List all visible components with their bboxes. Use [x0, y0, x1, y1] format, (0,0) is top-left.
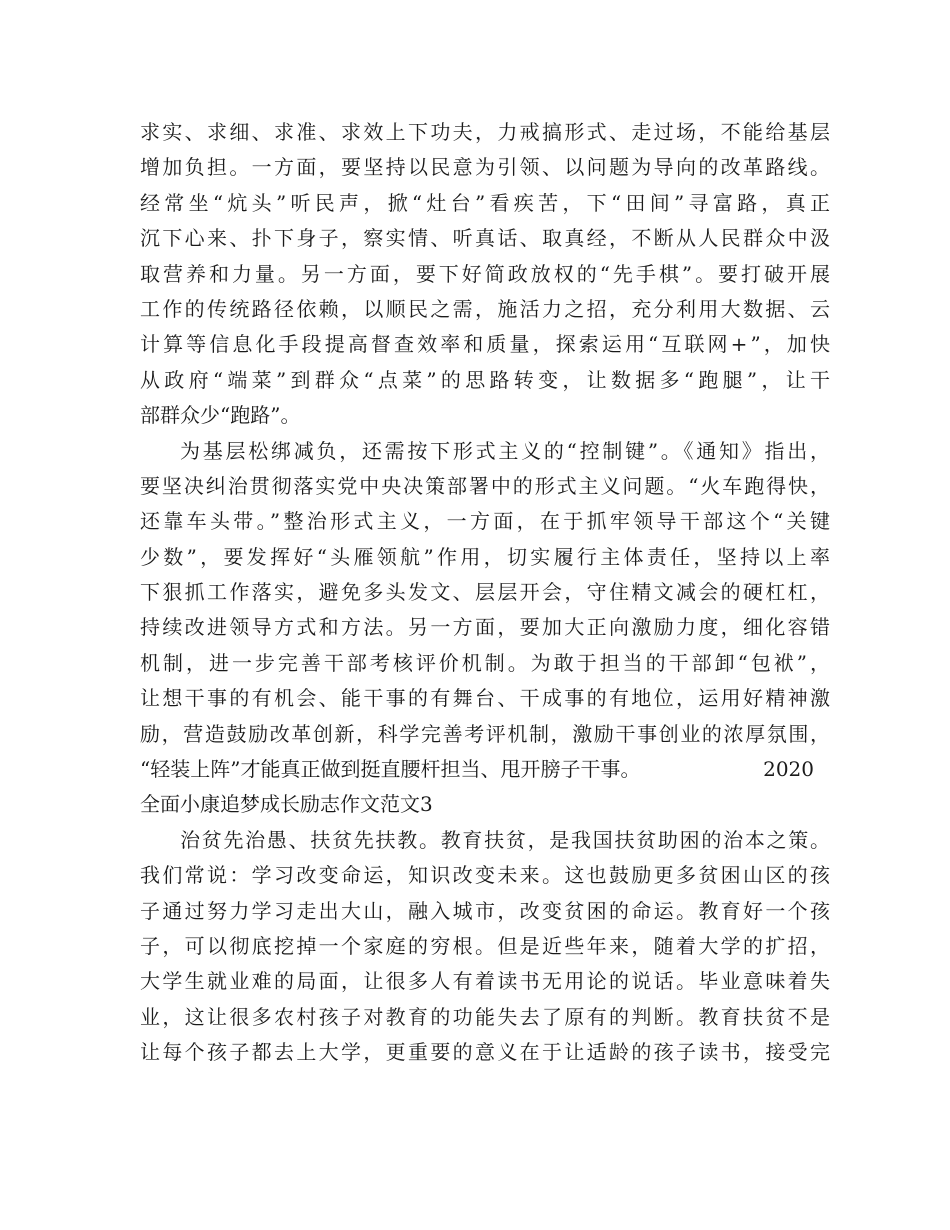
body-line	[140, 1035, 833, 1070]
body-line	[140, 292, 833, 327]
line-text: 取营养和力量。另一方面，要下好简政放权的“先手棋”。要打破开展	[140, 261, 833, 286]
line-text: 下狠抓工作落实，避免多头发文、层层开会，守住精文减会的硬杠杠，	[140, 580, 833, 605]
body-line	[140, 964, 833, 999]
section-heading	[140, 787, 830, 822]
line-text: 为基层松绑减负，还需按下形式主义的“控制键”。《通知》指出，	[180, 438, 833, 463]
line-text: 励，营造鼓励改革创新，科学完善考评机制，激励干事创业的浓厚氛围，	[140, 721, 832, 746]
body-line	[140, 681, 833, 716]
line-text: 子，可以彻底挖掉一个家庭的穷根。但是近些年来，随着大学的扩招，	[140, 933, 833, 958]
document-body	[140, 115, 835, 1071]
body-line	[140, 504, 834, 539]
body-line	[140, 610, 833, 645]
body-line	[140, 115, 833, 150]
body-line	[140, 575, 833, 610]
line-text: 增加负担。一方面，要坚持以民意为引领、以问题为导向的改革路线。	[140, 155, 833, 180]
body-line	[140, 1000, 833, 1035]
body-line	[140, 894, 833, 929]
line-text: 我们常说：学习改变命运，知识改变未来。这也鼓励更多贫困山区的孩	[140, 863, 833, 888]
body-line	[140, 752, 830, 787]
line-text: 沉下心来、扑下身子，察实情、听真话、取真经，不断从人民群众中汲	[140, 226, 833, 251]
line-text: 业，这让很多农村孩子对教育的功能失去了原有的判断。教育扶贫不是	[140, 1004, 833, 1029]
body-line	[140, 398, 830, 433]
year-text: 2020	[763, 757, 814, 782]
line-text: 机制，进一步完善干部考核评价机制。为敢于担当的干部卸“包袱”，	[140, 650, 833, 675]
line-text: 从政府“端菜”到群众“点菜”的思路转变，让数据多“跑腿”，让干	[140, 367, 835, 392]
body-line	[140, 858, 833, 893]
line-text: “轻装上阵”才能真正做到挺直腰杆担当、甩开膀子干事。	[140, 757, 641, 782]
line-text: 大学生就业难的局面，让很多人有着读书无用论的说话。毕业意味着失	[140, 969, 833, 994]
body-line	[140, 363, 835, 398]
heading-text: 全面小康追梦成长励志作文范文3	[140, 792, 433, 817]
line-text: 要坚决纠治贯彻落实党中央决策部署中的形式主义问题。“火车跑得快，	[140, 473, 832, 498]
line-text: 经常坐“炕头”听民声，掀“灶台”看疾苦，下“田间”寻富路，真正	[140, 190, 835, 215]
line-text: 让想干事的有机会、能干事的有舞台、干成事的有地位，运用好精神激	[140, 686, 833, 711]
line-text: 工作的传统路径依赖，以顺民之需，施活力之招，充分利用大数据、云	[140, 296, 833, 321]
line-text: 持续改进领导方式和方法。另一方面，要加大正向激励力度，细化容错	[140, 615, 833, 640]
body-line	[140, 150, 833, 185]
line-text: 求实、求细、求准、求效上下功夫，力戒搞形式、走过场，不能给基层	[140, 120, 833, 144]
body-line	[140, 823, 830, 858]
body-line	[140, 540, 834, 575]
line-text: 计算等信息化手段提高督查效率和质量，探索运用“互联网+”，加快	[140, 332, 834, 357]
line-text: 子通过努力学习走出大山，融入城市，改变贫困的命运。教育好一个孩	[140, 898, 833, 923]
body-line	[140, 327, 834, 362]
body-line	[140, 929, 833, 964]
body-line	[140, 469, 830, 504]
body-line	[140, 717, 830, 752]
line-text: 让每个孩子都去上大学，更重要的意义在于让适龄的孩子读书，接受完	[140, 1040, 833, 1065]
body-line	[140, 257, 833, 292]
line-text: 部群众少“跑路”。	[140, 403, 301, 428]
body-line	[140, 186, 835, 221]
line-text: 还靠车头带。”整治形式主义，一方面，在于抓牢领导干部这个“关键	[140, 509, 834, 534]
line-text: 治贫先治愚、扶贫先扶教。教育扶贫，是我国扶贫助困的治本之策。	[180, 827, 832, 852]
line-text: 少数”，要发挥好“头雁领航”作用，切实履行主体责任，坚持以上率	[140, 544, 834, 569]
body-line	[140, 646, 833, 681]
body-line	[140, 221, 833, 256]
body-line	[140, 434, 833, 469]
